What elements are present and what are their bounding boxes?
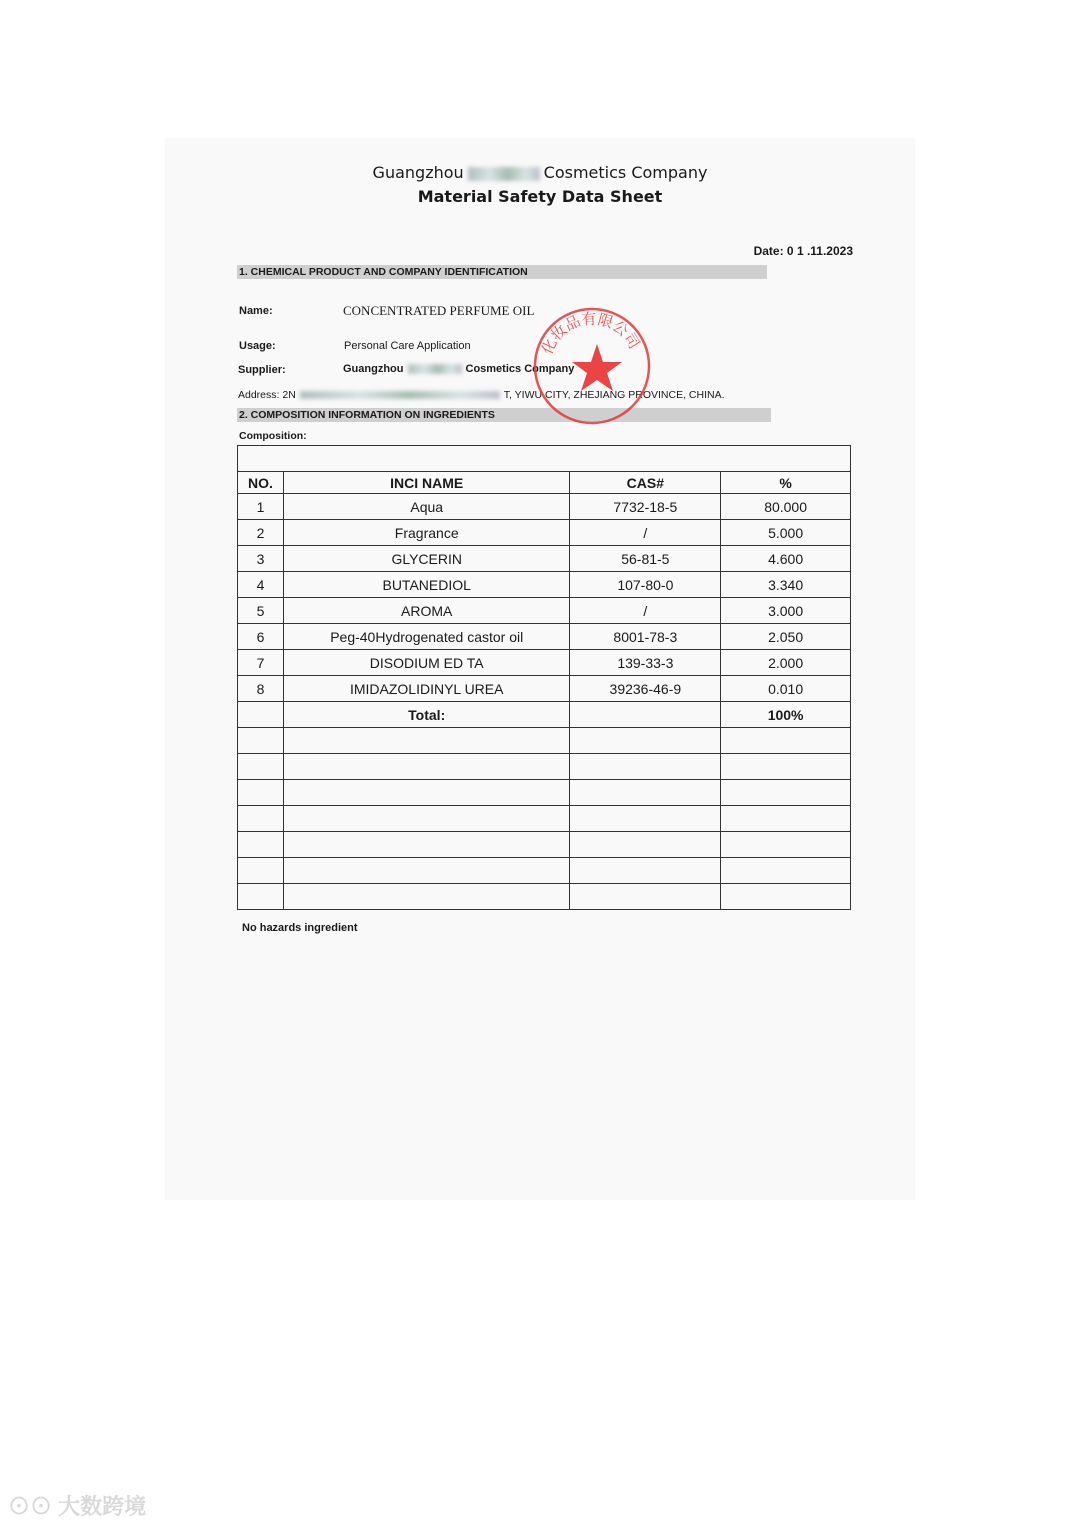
supplier-label: Supplier:: [238, 364, 286, 376]
section2-heading: 2. COMPOSITION INFORMATION ON INGREDIENTS: [237, 408, 771, 422]
col-header-cas: CAS#: [570, 472, 721, 494]
hazard-note: No hazards ingredient: [242, 922, 358, 934]
svg-text:化妆品有限公司: 化妆品有限公司: [537, 309, 644, 357]
table-row: 5 AROMA / 3.000: [238, 598, 851, 624]
composition-label: Composition:: [239, 430, 307, 442]
table-total-row: [238, 702, 851, 728]
table-row: 4 BUTANEDIOL 107-80-0 3.340: [238, 572, 851, 598]
name-label: Name:: [239, 305, 273, 317]
usage-label: Usage:: [239, 340, 276, 352]
table-empty-row: [238, 832, 851, 858]
col-header-percent: %: [721, 472, 851, 494]
watermark-logo: ⊙⊙ 大数跨境: [8, 1494, 147, 1519]
table-empty-row: [238, 884, 851, 910]
col-header-no: NO.: [238, 472, 284, 494]
document-date: Date: 0 1 .11.2023: [753, 244, 853, 258]
table-row: 6 Peg-40Hydrogenated castor oil 8001-78-3 2.050: [238, 624, 851, 650]
table-row: 8 IMIDAZOLIDINYL UREA 39236-46-9 0.010: [238, 676, 851, 702]
table-empty-row: [238, 806, 851, 832]
table-row: 2 Fragrance / 5.000: [238, 520, 851, 546]
company-title: Guangzhou Cosmetics Company: [372, 163, 708, 182]
usage-value: Personal Care Application: [344, 340, 471, 352]
redaction: [468, 167, 540, 181]
company-seal-stamp: [532, 306, 652, 426]
table-row: 3 GLYCERIN 56-81-5 4.600: [238, 546, 851, 572]
table-empty-row: [238, 780, 851, 806]
total-value: 100%: [721, 702, 851, 728]
table-blank-header-row: [238, 446, 851, 472]
redaction: [408, 364, 462, 374]
table-header-row: [238, 472, 851, 494]
composition-table: [237, 445, 851, 910]
col-header-inci: INCI NAME: [283, 472, 570, 494]
table-row: 7 DISODIUM ED TA 139-33-3 2.000: [238, 650, 851, 676]
section1-heading: 1. CHEMICAL PRODUCT AND COMPANY IDENTIFICATION: [237, 265, 767, 279]
table-empty-row: [238, 858, 851, 884]
name-value: CONCENTRATED PERFUME OIL: [343, 303, 535, 318]
table-row: 1 Aqua 7732-18-5 80.000: [238, 494, 851, 520]
redaction: [300, 391, 500, 399]
table-empty-row: [238, 754, 851, 780]
star-icon: [572, 344, 622, 391]
document-title: Material Safety Data Sheet: [417, 187, 663, 206]
table-empty-row: [238, 728, 851, 754]
total-label: Total:: [283, 702, 570, 728]
address-line: Address: 2N T, YIWU CITY, ZHEJIANG PROVINCE, CHINA.: [238, 389, 725, 401]
supplier-value: Guangzhou Cosmetics Company: [343, 363, 575, 375]
